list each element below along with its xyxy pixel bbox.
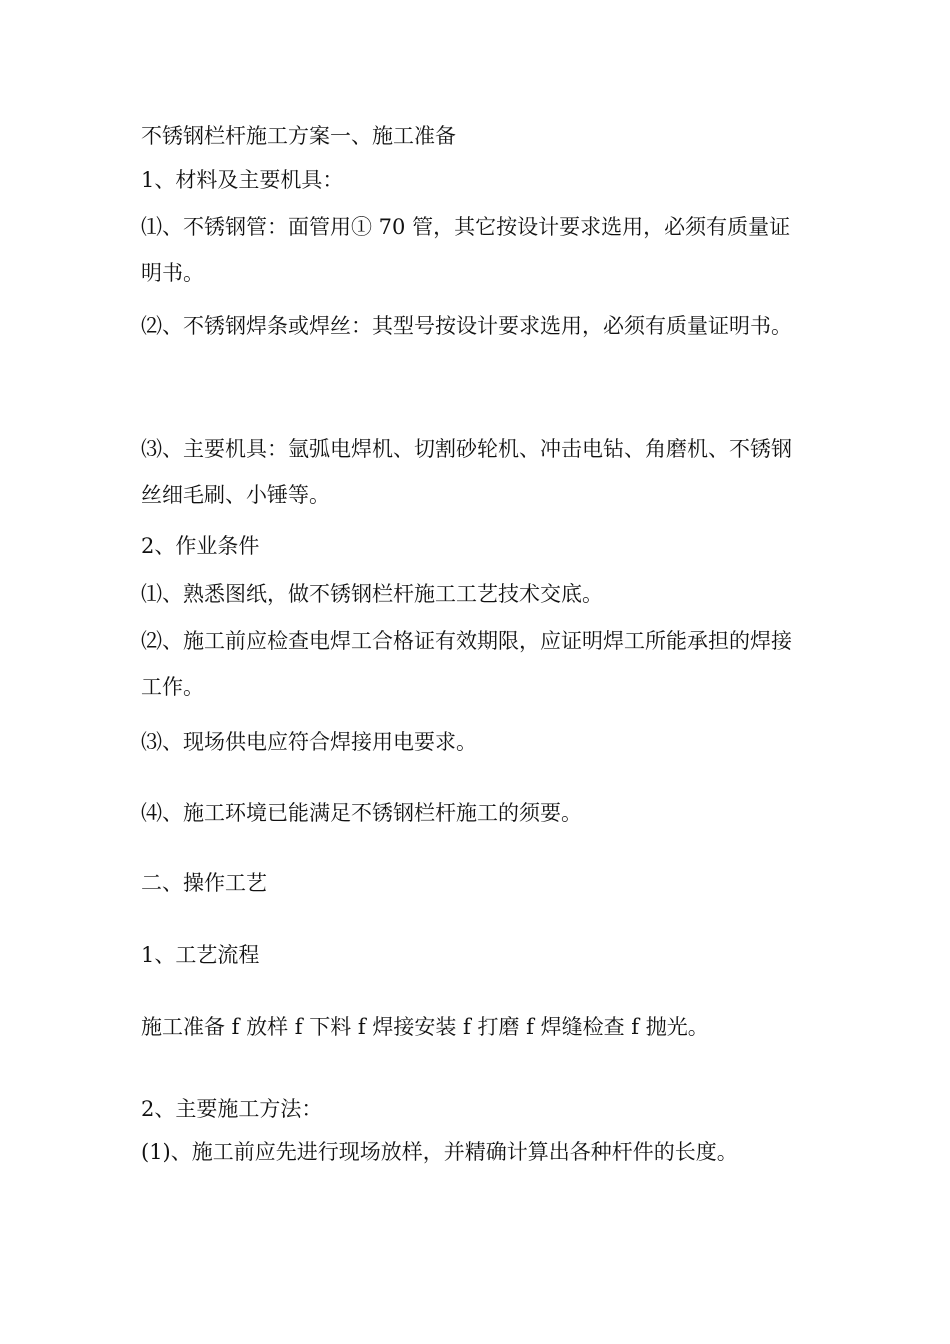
- section-heading-materials: 1、材料及主要机具：: [141, 168, 344, 192]
- paragraph-welding-rod: ⑵、不锈钢焊条或焊丝：其型号按设计要求选用，必须有质量证明书。: [141, 314, 792, 338]
- paragraph-power-supply: ⑶、现场供电应符合焊接用电要求。: [141, 730, 477, 754]
- section-heading-work-conditions: 2、作业条件: [141, 534, 260, 558]
- paragraph-stainless-pipe: ⑴、不锈钢管：面管用① 70 管，其它按设计要求选用，必须有质量证明书。: [141, 215, 791, 285]
- paragraph-process-flow: 施工准备 f 放样 f 下料 f 焊接安装 f 打磨 f 焊缝检查 f 抛光。: [141, 1015, 709, 1039]
- document-title: 不锈钢栏杆施工方案一、施工准备: [141, 124, 456, 148]
- paragraph-main-tools: ⑶、主要机具：氩弧电焊机、切割砂轮机、冲击电钻、角磨机、不锈钢丝细毛刷、小锤等。: [141, 437, 792, 507]
- paragraph-method-1: (1)、施工前应先进行现场放样，并精确计算出各种杆件的长度。: [141, 1140, 738, 1164]
- paragraph-drawings: ⑴、熟悉图纸，做不锈钢栏杆施工工艺技术交底。: [141, 582, 603, 606]
- paragraph-environment: ⑷、施工环境已能满足不锈钢栏杆施工的须要。: [141, 801, 582, 825]
- paragraph-welder-certificate: ⑵、施工前应检查电焊工合格证有效期限，应证明焊工所能承担的焊接工作。: [141, 629, 792, 699]
- section-heading-main-methods: 2、主要施工方法：: [141, 1097, 323, 1121]
- section-heading-process-flow: 1、工艺流程: [141, 943, 260, 967]
- section-heading-operation: 二、操作工艺: [141, 871, 267, 895]
